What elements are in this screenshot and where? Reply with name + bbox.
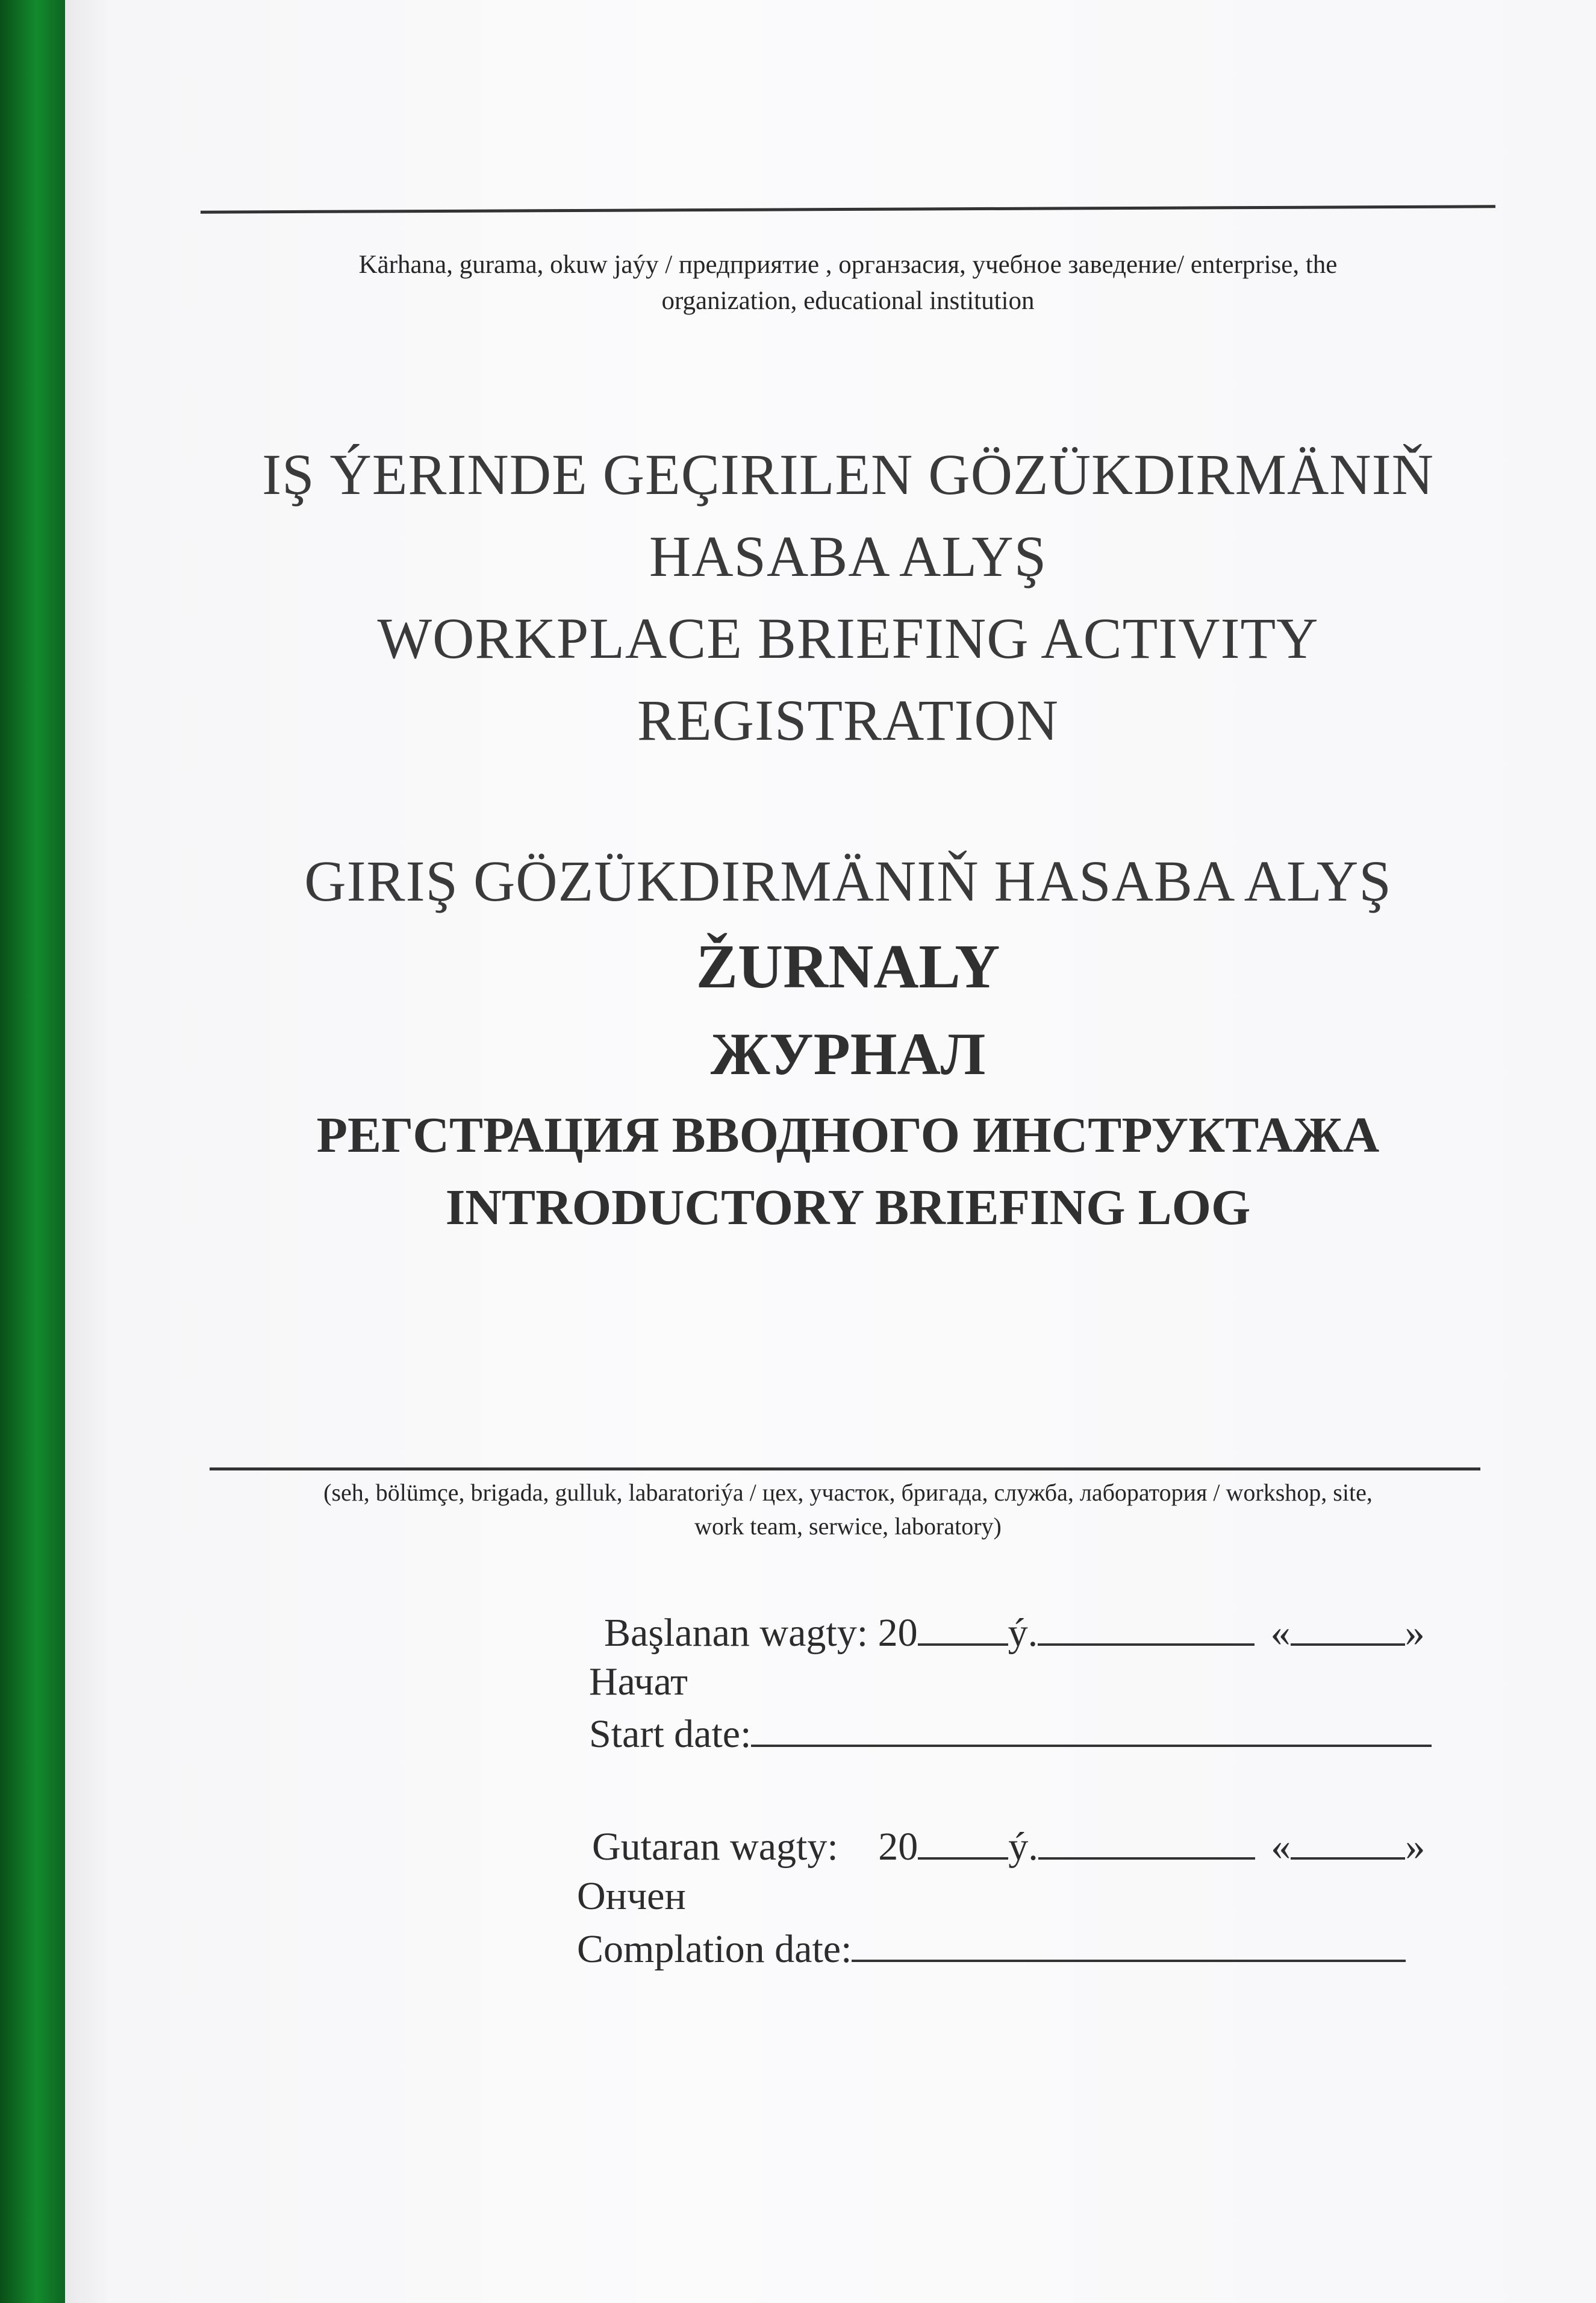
end-open-quote: «: [1271, 1825, 1291, 1869]
end-day-field[interactable]: [1291, 1822, 1405, 1860]
green-binding: [0, 0, 66, 2303]
enterprise-caption-line2: organization, educational institution: [661, 287, 1035, 315]
end-label: Gutaran wagty:: [592, 1825, 838, 1869]
title-line-2: HASABA ALYŞ: [649, 524, 1047, 589]
end-year-suffix: ý.: [1008, 1825, 1038, 1869]
end-date-row: [592, 1822, 1425, 1871]
title-line-9: INTRODUCTORY BRIEFING LOG: [445, 1180, 1251, 1236]
end-close-quote: »: [1405, 1825, 1426, 1869]
title-line-4: REGISTRATION: [637, 688, 1059, 752]
start-date-row: [604, 1608, 1425, 1657]
title-line-1: IŞ ÝERINDE GEÇIRILEN GÖZÜKDIRMÄNIŇ: [262, 442, 1434, 507]
end-label-en: Complation date:: [577, 1927, 852, 1971]
start-label: Başlanan wagty:: [604, 1611, 868, 1655]
start-date-field[interactable]: [751, 1710, 1432, 1747]
department-caption: [185, 1476, 1510, 1543]
start-label-en: Start date:: [589, 1712, 752, 1756]
start-date-en-row: [589, 1710, 1432, 1758]
title-line-3: WORKPLACE BRIEFING ACTIVITY: [377, 606, 1319, 670]
start-day-field[interactable]: [1291, 1608, 1405, 1646]
start-close-quote: »: [1404, 1611, 1425, 1655]
department-caption-line2: work team, serwice, laboratory): [694, 1513, 1002, 1540]
end-date-field[interactable]: [852, 1925, 1406, 1962]
title-line-8: РЕГСТРАЦИЯ ВВОДНОГО ИНСТРУКТАЖА: [316, 1107, 1380, 1163]
title-line-7: ЖУРНАЛ: [710, 1020, 986, 1087]
end-year-prefix: 20: [878, 1825, 918, 1869]
start-open-quote: «: [1270, 1611, 1291, 1655]
department-line: [210, 1467, 1480, 1470]
enterprise-caption-line1: Kärhana, gurama, okuw jaýy / предприятие , органзасия, учебное заведение/ enterprise, the: [358, 251, 1338, 279]
start-year-suffix: ý.: [1008, 1611, 1038, 1655]
title-line-5: GIRIŞ GÖZÜKDIRMÄNIŇ HASABA ALYŞ: [304, 849, 1392, 913]
start-year-prefix: 20: [877, 1611, 918, 1655]
end-label-ru: Ончен: [577, 1874, 686, 1918]
end-year-field[interactable]: [918, 1822, 1008, 1860]
title-block-turkmen-english: [155, 434, 1541, 761]
end-date-en-row: [577, 1925, 1406, 1973]
start-month-field[interactable]: [1038, 1608, 1255, 1646]
end-month-field[interactable]: [1038, 1822, 1255, 1860]
title-line-6: ŽURNALY: [696, 932, 1000, 1001]
enterprise-caption: [185, 247, 1510, 319]
start-year-field[interactable]: [918, 1608, 1008, 1646]
document-page: [65, 0, 1596, 2303]
department-caption-line1: (seh, bölümçe, brigada, gulluk, labaratoriýa / цех, участок, бригада, служба, лаборатория / workshop, site,: [323, 1479, 1373, 1506]
enterprise-line: [201, 205, 1495, 213]
start-label-ru: Начат: [589, 1660, 688, 1704]
